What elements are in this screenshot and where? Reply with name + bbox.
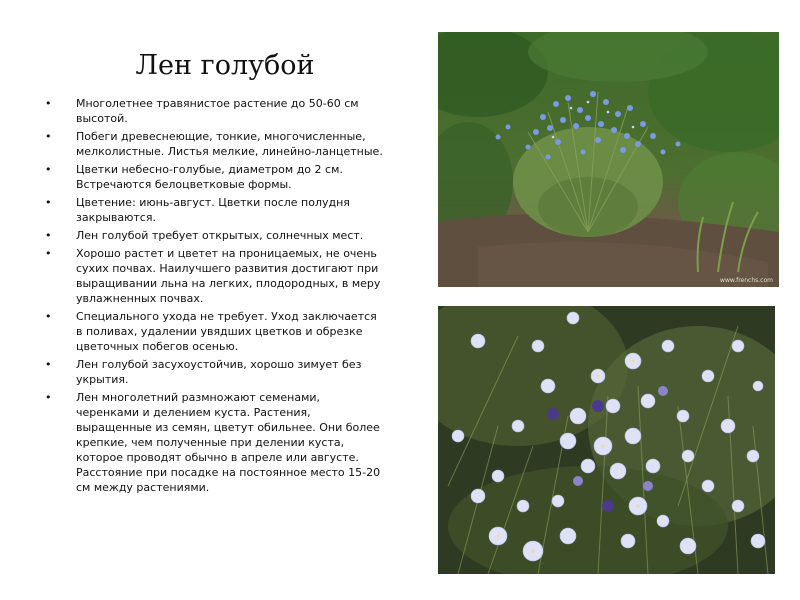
bullet-text: Цветки небесно-голубые, диаметром до 2 см. Встречаются белоцветковые формы. (76, 163, 343, 191)
bullet-icon: • (45, 163, 52, 176)
slide-title: Лен голубой (135, 50, 315, 81)
flax-bush-photo (438, 32, 779, 287)
bullet-text: Специального ухода не требует. Уход заключается в поливах, удалении увядших цветков и обрезке цветочных побегов осенью. (76, 310, 377, 353)
bullet-icon: • (45, 391, 52, 404)
bullet-icon: • (45, 247, 52, 260)
bullet-icon: • (45, 130, 52, 143)
bullet-item (45, 228, 385, 243)
bullet-item (45, 390, 385, 495)
bullet-item (45, 246, 385, 306)
bullet-icon: • (45, 229, 52, 242)
bullet-icon: • (45, 358, 52, 371)
bullet-item (45, 96, 385, 126)
bullet-text: Лен многолетний размножают семенами, черенками и делением куста. Растения, выращенные из семян, цветут обильнее. Они более крепкие, чем полученные при делении куста, которое проводят обычно в апреле или августе. Расстояние при посадке на постоянное место 15-20 см между растениями. (76, 391, 381, 494)
bullet-text: Лен голубой засухоустойчив, хорошо зимует без укрытия. (76, 358, 362, 386)
bullet-item (45, 309, 385, 354)
bullet-list (45, 96, 385, 498)
bullet-text: Цветение: июнь-август. Цветки после полудня закрываются. (76, 196, 350, 224)
bullet-text: Хорошо растет и цветет на проницаемых, не очень сухих почвах. Наилучшего развития достигают при выращивании льна на легких, плодородных, в меру увлажненных почвах. (76, 247, 381, 305)
flax-flowers-illustration (438, 306, 775, 574)
bullet-icon: • (45, 310, 52, 323)
flax-bush-illustration (438, 32, 779, 287)
bullet-text: Побеги древеснеющие, тонкие, многочисленные, мелколистные. Листья мелкие, линейно-ланцетные. (76, 130, 383, 158)
bullet-item (45, 162, 385, 192)
bullet-item (45, 129, 385, 159)
bullet-icon: • (45, 196, 52, 209)
flax-flowers-photo (438, 306, 775, 574)
photo-credit: www.frenchs.com (720, 277, 773, 284)
bullet-item (45, 357, 385, 387)
bullet-text: Лен голубой требует открытых, солнечных мест. (76, 229, 364, 242)
bullet-icon: • (45, 97, 52, 110)
bullet-text: Многолетнее травянистое растение до 50-60 см высотой. (76, 97, 359, 125)
bullet-item (45, 195, 385, 225)
